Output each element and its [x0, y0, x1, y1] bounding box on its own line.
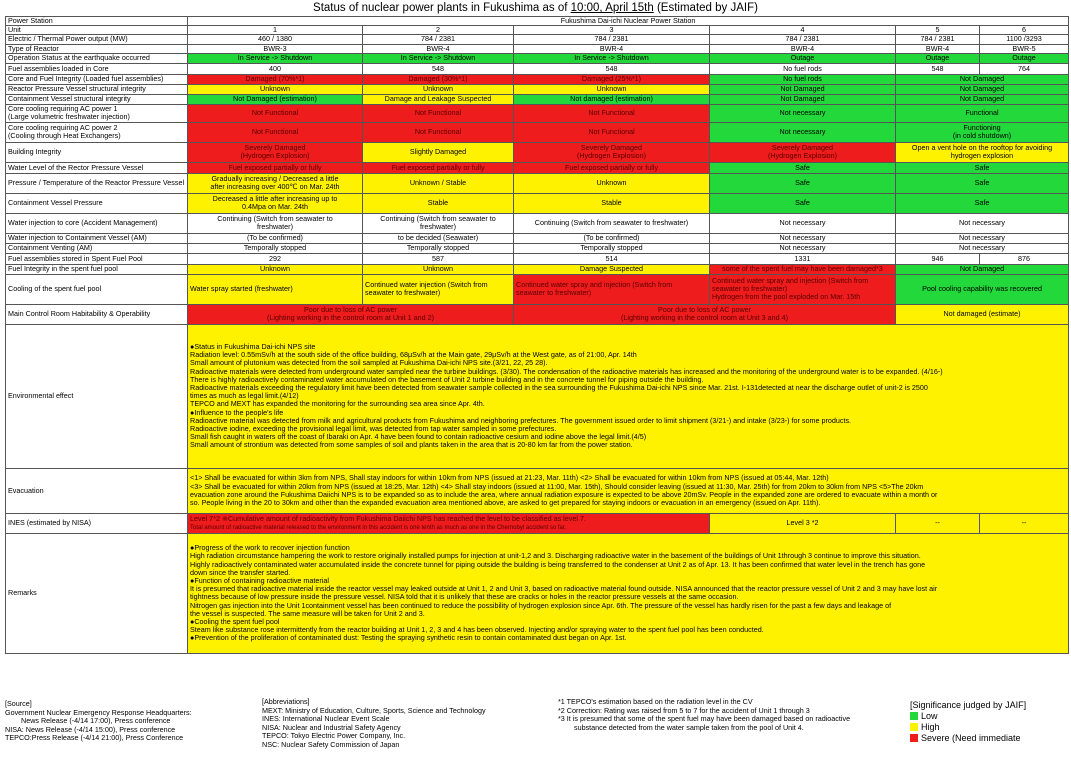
- cell: 784 / 2381: [363, 35, 514, 44]
- cell: Damaged (25%*1): [514, 74, 710, 84]
- cell: Not necessary: [896, 233, 1069, 243]
- unit-header: 1: [188, 26, 363, 35]
- cell: Fuel exposed partially or fully: [514, 162, 710, 173]
- unit-header: 2: [363, 26, 514, 35]
- cell: Not necessary: [710, 122, 896, 142]
- cell: Decreased a little after increasing up to 0.4Mpa on Mar. 24th: [188, 193, 363, 213]
- cell: 460 / 1380: [188, 35, 363, 44]
- row-label: Main Control Room Habitability & Operability: [6, 304, 188, 324]
- cell: Gradually increasing / Decreased a little after increasing over 400℃ on Mar. 24th: [188, 173, 363, 193]
- table-row: [6, 84, 1069, 94]
- row-label: Core cooling requiring AC power 1 (Large volumetric freshwater injection): [6, 104, 188, 122]
- status-table: [5, 16, 1069, 654]
- table-row: [6, 233, 1069, 243]
- cell: Not Damaged: [710, 84, 896, 94]
- cell: Water spray started (freshwater): [188, 274, 363, 304]
- unit-header: 6: [980, 26, 1069, 35]
- cell: Outage: [980, 53, 1069, 63]
- row-label: Containment Vessel structural integrity: [6, 94, 188, 104]
- significance-legend: [Significance judged by JAIF] Low High Severe (Need immediate: [910, 700, 1027, 743]
- cell: Not necessary: [710, 243, 896, 253]
- row-label: Fuel Integrity in the spent fuel pool: [6, 264, 188, 274]
- cell: 400: [188, 63, 363, 74]
- environmental-effect-text: ●Status in Fukushima Dai-ichi NPS site Radiation level: 0.55mSv/h at the south side of the office building, 68μSv/h at the Main gate, 29μSv/h at the West gate, as of 21:00, Apr. 14th Small amount of plutonium was detected from the soil sampled at Fukushima Dai-ichi NPS site.(3/21, 22, 25 28). Radioactive materials were detected from underground water sampled near the turbine buildings. (3/30). The condensation of the radioactive materials has increased and the monitoring of the underground water is to be expanded. (4/16-) There is highly radioactively contaminated water accumulated on the basement of Unit 2 turbine building and in the concrete tunnel for piping outside the building. Radioactive materials exceeding the regulatory limit have been detected from seawater sample collected in the sea surrounding the Fukushima Dai-ichi NPS since Mar. 21st. I-131detected at near the discharge outlet of unit-2 is 2500 times as much as legal limit.(4/12) TEPCO and MEXT has expanded the monitoring for the surrounding sea area since Apr. 4th. ●Influence to the people's life Radioactive material was detected from milk and agricultural products from Fukushima and neighboring prefectures. The government issued order to limit shipment (3/21-) and intake (3/23-) for some products. Radioactive iodine, exceeding the provisional legal limit, was detected from tap water sampled in some prefectures. Small fish caught in waters off the coast of Ibaraki on Apr. 4 have been found to contain radioactive cesium and iodine above the legal limit.(4/5) Small amount of strontium was detected from some samples of soil and plants taken in the area that is 20-80 km far from the power station.: [188, 324, 1069, 468]
- cell: 548: [896, 63, 980, 74]
- cell: Not necessary: [896, 213, 1069, 233]
- cell: Slightly Damaged: [363, 142, 514, 162]
- table-row: [6, 213, 1069, 233]
- cell: Not Functional: [188, 122, 363, 142]
- row-label: Electric / Thermal Power output (MW): [6, 35, 188, 44]
- cell: Not Damaged (estimation): [188, 94, 363, 104]
- cell: Not Functional: [514, 104, 710, 122]
- cell: Continued water spray and injection (Switch from seawater to freshwater): [514, 274, 710, 304]
- remarks-text: ●Progress of the work to recover injection function High radiation circumstance hampering the work to restore originally installed pumps for injection at unit-1,2 and 3. Discharging radioactive water in the basement of the buildings of Unit 1through 3 continue to improve this situation. Highly radioactively contaminated water accumulated inside the concrete tunnel for piping outside the building is being transferred to the condenser at Unit 2 as of Apr. 13. It has been confirmed that water level in the trench has gone down since the transfer started. ●Function of containing radioactive material It is presumed that radioactive material inside the reactor vessel may leaked outside at Unit 1, 2 and Unit 3, based on radioactive material found outside. NISA announced that the reactor pressure vessel of Unit 2 and 3 may have lost air tightness because of low pressure inside the pressure vessel. NISA told that it is unlikely that these are cracks or holes in the reactor pressure vessels at the same occasion. Nitrogen gas injection into the Unit 1containment vessel has been continued to reduce the possibility of hydrogen explosion since Apr. 6th. The pressure of the vessel has hardly risen for the past a few days and leakage of the vessel is suspected. The same measure will be taken for Unit 2 and 3. ●Cooling the spent fuel pool Steam like substance rose intermittently from the reactor building at Unit 1, 2, 3 and 4 has been observed. Injecting and/or spraying water to the spent fuel pool has been conducted. ●Prevention of the proliferation of contaminated dust: Testing the spraying synthetic resin to contain contaminated dust began on Apr. 1st.: [188, 533, 1069, 653]
- cell: Not necessary: [710, 213, 896, 233]
- cell: Continued water spray and injection (Switch from seawater to freshwater) Hydrogen from the pool exploded on Mar. 15th: [710, 274, 896, 304]
- cell: --: [980, 513, 1069, 533]
- row-label: Building Integrity: [6, 142, 188, 162]
- cell: 764: [980, 63, 1069, 74]
- cell: (To be confirmed): [514, 233, 710, 243]
- table-row: [6, 53, 1069, 63]
- cell: Not Damaged: [896, 84, 1069, 94]
- cell: Not Damaged: [710, 94, 896, 104]
- cell: Not damaged (estimate): [896, 304, 1069, 324]
- cell: Level 3 *2: [710, 513, 896, 533]
- cell: Temporally stopped: [363, 243, 514, 253]
- cell: BWR-4: [896, 44, 980, 53]
- cell: --: [896, 513, 980, 533]
- cell: 548: [514, 63, 710, 74]
- cell: some of the spent fuel may have been damaged*3: [710, 264, 896, 274]
- table-row: [6, 122, 1069, 142]
- table-row: [6, 264, 1069, 274]
- row-label: Water injection to core (Accident Management): [6, 213, 188, 233]
- cell: Stable: [514, 193, 710, 213]
- low-color-swatch: [910, 712, 918, 720]
- row-label: Remarks: [6, 533, 188, 653]
- cell: Continuing (Switch from seawater to freshwater): [514, 213, 710, 233]
- table-row: [6, 142, 1069, 162]
- table-row: [6, 253, 1069, 264]
- cell: Unknown: [188, 84, 363, 94]
- cell: Not Functional: [363, 104, 514, 122]
- row-label: Water injection to Containment Vessel (AM): [6, 233, 188, 243]
- cell: 1331: [710, 253, 896, 264]
- cell: Damage Suspected: [514, 264, 710, 274]
- row-label: Containment Venting (AM): [6, 243, 188, 253]
- cell: Safe: [896, 193, 1069, 213]
- cell: 514: [514, 253, 710, 264]
- row-label: Evacuation: [6, 468, 188, 513]
- cell: Poor due to loss of AC power (Lighting working in the control room at Unit 3 and 4): [514, 304, 896, 324]
- cell: No fuel rods: [710, 63, 896, 74]
- cell: Damaged (30%*1): [363, 74, 514, 84]
- cell: Not Functional: [363, 122, 514, 142]
- row-label: Reactor Pressure Vessel structural integrity: [6, 84, 188, 94]
- cell: 1100 /3293: [980, 35, 1069, 44]
- row-label: Cooling of the spent fuel pool: [6, 274, 188, 304]
- row-label: Power Station: [6, 17, 188, 26]
- cell: In Service -> Shutdown: [514, 53, 710, 63]
- table-row: [6, 173, 1069, 193]
- table-row: [6, 63, 1069, 74]
- table-row: [6, 44, 1069, 53]
- source-notes: [Source] Government Nuclear Emergency Response Headquarters: News Release (-4/14 17:00), Press conference NISA: News Release (-4/14 15:00), Press conference TEPCO:Press Release (-4/14 21:00), Press Conference: [5, 699, 192, 743]
- cell: Temporally stopped: [514, 243, 710, 253]
- cell: Safe: [896, 173, 1069, 193]
- cell: Outage: [896, 53, 980, 63]
- row-label: Fuel assemblies stored in Spent Fuel Pool: [6, 253, 188, 264]
- cell: Damaged (70%*1): [188, 74, 363, 84]
- table-row: [6, 468, 1069, 513]
- cell: Unknown / Stable: [363, 173, 514, 193]
- cell: Unknown: [514, 173, 710, 193]
- cell: Safe: [710, 173, 896, 193]
- cell: Unknown: [363, 264, 514, 274]
- cell: Damage and Leakage Suspected: [363, 94, 514, 104]
- cell: Not necessary: [710, 104, 896, 122]
- cell: Stable: [363, 193, 514, 213]
- cell: 784 / 2381: [896, 35, 980, 44]
- evacuation-text: <1> Shall be evacuated for within 3km from NPS, Shall stay indoors for within 10km from NPS (issued at 21:23, Mar. 11th) <2> Shall be evacuated for within 10km from NPS (issued at 05:44, Mar. 12th) <3> Shall be evacuated for within 20km from NPS (issued at 18:25, Mar. 12th) <4> Shall stay indoors (issued at 11:00, Mar. 15th), Should consider leaving (issued at 11:30, Mar. 25th) for from 20km to 30km from NPS <5>The 20km evacuation zone around the Fukushima Daiichi NPS is to be expanded so as to include the area, where annual radiation exposure is expected to be above 20mSv. People in the expanded zone are ordered to evacuate within a month or so. People living in the 20 to 30km and other than the expanded evacuation area mentioned above, are asked to get prepared for staying indoors or evacuation in an emergency (issued on Apr. 11th).: [188, 468, 1069, 513]
- row-label: Fuel assemblies loaded in Core: [6, 63, 188, 74]
- cell: Continuing (Switch from seawater to freshwater): [188, 213, 363, 233]
- cell: Not Damaged: [896, 94, 1069, 104]
- cell: Severely Damaged (Hydrogen Explosion): [514, 142, 710, 162]
- cell: Not necessary: [896, 243, 1069, 253]
- power-station-name: Fukushima Dai-ichi Nuclear Power Station: [188, 17, 1069, 26]
- cell: Not Damaged: [896, 74, 1069, 84]
- ines-level-7: Level 7*2 ※Cumulative amount of radioactivity from Fukushima Daiichi NPS has reached the level to be classified as level 7. Total amount of radioactive material released to the environment in this accident is one tenth as much as one in the Chernobyl accident so far.: [188, 513, 710, 533]
- cell: Continued water injection (Switch from seawater to freshwater): [363, 274, 514, 304]
- row-label: Operation Status at the earthquake occurred: [6, 53, 188, 63]
- cell: Unknown: [363, 84, 514, 94]
- cell: 946: [896, 253, 980, 264]
- cell: Continuing (Switch from seawater to freshwater): [363, 213, 514, 233]
- cell: 587: [363, 253, 514, 264]
- cell: Safe: [896, 162, 1069, 173]
- cell: Safe: [710, 162, 896, 173]
- cell: Severely Damaged (Hydrogen Explosion): [710, 142, 896, 162]
- cell: 876: [980, 253, 1069, 264]
- severe-color-swatch: [910, 734, 918, 742]
- row-label: Containment Vessel Pressure: [6, 193, 188, 213]
- table-row: [6, 104, 1069, 122]
- cell: BWR-4: [514, 44, 710, 53]
- table-row: [6, 533, 1069, 653]
- footnotes: *1 TEPCO's estimation based on the radiation level in the CV *2 Correction: Rating was raised from 5 to 7 for the accident of Unit 1 through 3 *3 It is presumed that some of the spent fuel may have been damaged based on radioactive substance detected from the water sample taken from the pool of Unit 4.: [558, 697, 851, 732]
- abbreviations: [Abbreviations] MEXT: Ministry of Education, Culture, Sports, Science and Technology INES: International Nuclear Event Scale NISA: Nuclear and Industrial Safety Agency TEPCO: Tokyo Electric Power Company, Inc. NSC: Nuclear Safety Commission of Japan: [262, 697, 486, 749]
- cell: BWR-4: [710, 44, 896, 53]
- high-color-swatch: [910, 723, 918, 731]
- cell: In Service -> Shutdown: [188, 53, 363, 63]
- table-row: [6, 94, 1069, 104]
- cell: Not Damaged: [896, 264, 1069, 274]
- cell: Fuel exposed partially or fully: [363, 162, 514, 173]
- table-row: [6, 274, 1069, 304]
- table-row: [6, 26, 1069, 35]
- cell: Safe: [710, 193, 896, 213]
- table-row: [6, 17, 1069, 26]
- cell: 784 / 2381: [514, 35, 710, 44]
- row-label: Unit: [6, 26, 188, 35]
- row-label: Pressure / Temperature of the Reactor Pressure Vessel: [6, 173, 188, 193]
- row-label: Water Level of the Rector Pressure Vessel: [6, 162, 188, 173]
- table-row: [6, 324, 1069, 468]
- cell: to be decided (Seawater): [363, 233, 514, 243]
- cell: In Service -> Shutdown: [363, 53, 514, 63]
- cell: Unknown: [188, 264, 363, 274]
- cell: Poor due to loss of AC power (Lighting working in the control room at Unit 1 and 2): [188, 304, 514, 324]
- cell: (To be confirmed): [188, 233, 363, 243]
- cell: Temporally stopped: [188, 243, 363, 253]
- cell: Not Functional: [514, 122, 710, 142]
- unit-header: 5: [896, 26, 980, 35]
- row-label: Environmental effect: [6, 324, 188, 468]
- cell: Functioning (in cold shutdown): [896, 122, 1069, 142]
- cell: 292: [188, 253, 363, 264]
- row-label: Core cooling requiring AC power 2 (Cooling through Heat Exchangers): [6, 122, 188, 142]
- cell: Functional: [896, 104, 1069, 122]
- unit-header: 3: [514, 26, 710, 35]
- cell: Severely Damaged (Hydrogen Explosion): [188, 142, 363, 162]
- cell: No fuel rods: [710, 74, 896, 84]
- cell: Unknown: [514, 84, 710, 94]
- cell: Fuel exposed partially or fully: [188, 162, 363, 173]
- cell: Outage: [710, 53, 896, 63]
- table-row: [6, 74, 1069, 84]
- cell: BWR-3: [188, 44, 363, 53]
- cell: BWR-5: [980, 44, 1069, 53]
- row-label: Type of Reactor: [6, 44, 188, 53]
- page-title: Status of nuclear power plants in Fukushima as of 10:00, April 15th (Estimated by JAIF): [313, 2, 758, 14]
- cell: 548: [363, 63, 514, 74]
- cell: Not necessary: [710, 233, 896, 243]
- row-label: Core and Fuel Integrity (Loaded fuel assemblies): [6, 74, 188, 84]
- unit-header: 4: [710, 26, 896, 35]
- cell: Open a vent hole on the rooftop for avoiding hydrogen explosion: [896, 142, 1069, 162]
- table-row: [6, 162, 1069, 173]
- cell: Not damaged (estimation): [514, 94, 710, 104]
- table-row: [6, 193, 1069, 213]
- table-row: [6, 513, 1069, 533]
- table-row: [6, 35, 1069, 44]
- cell: BWR-4: [363, 44, 514, 53]
- cell: 784 / 2381: [710, 35, 896, 44]
- cell: Pool cooling capability was recovered: [896, 274, 1069, 304]
- table-row: [6, 243, 1069, 253]
- table-row: [6, 304, 1069, 324]
- row-label: INES (estimated by NISA): [6, 513, 188, 533]
- cell: Not Functional: [188, 104, 363, 122]
